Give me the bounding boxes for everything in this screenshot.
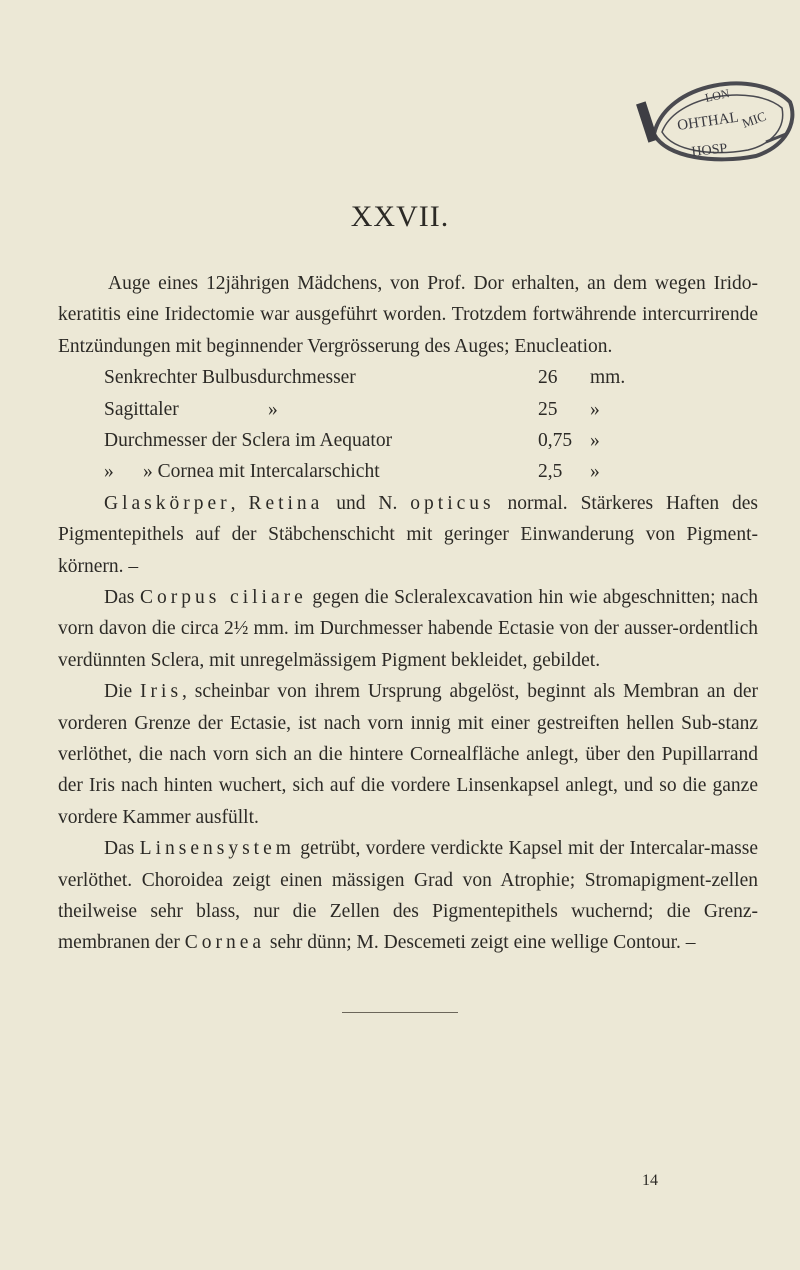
svg-text:LON: LON bbox=[703, 86, 731, 105]
paragraph-iris bbox=[58, 676, 758, 833]
page-number: 14 bbox=[642, 1172, 658, 1189]
text-fragment: und N. bbox=[323, 492, 411, 514]
measurement-label: Sagittaler bbox=[104, 398, 179, 420]
term-glaskoerper: Glaskörper bbox=[104, 492, 231, 514]
body-text bbox=[58, 268, 758, 959]
measurement-row bbox=[58, 362, 758, 393]
term-opticus: opticus bbox=[410, 492, 495, 514]
measurement-value: 25 bbox=[538, 398, 558, 420]
svg-text:OHTHAL: OHTHAL bbox=[676, 109, 740, 134]
measurement-unit: » bbox=[590, 461, 600, 483]
paragraph-linsensystem bbox=[58, 833, 758, 959]
text-fragment: Die bbox=[104, 681, 141, 703]
measurement-label: Durchmesser der Sclera im Aequator bbox=[104, 430, 393, 451]
measurement-row bbox=[58, 394, 758, 425]
text-fragment: gegen die Scleralexcavation hin wie abgeschnitten; nach vorn davon die circa 2½ mm. im Durchmesser habende Ectasie von der ausser-ordentlich verdünnten Sclera, mit unregelmässigem Pigment bekleidet, gebildet. bbox=[58, 587, 758, 671]
term-linsensystem: Linsensystem bbox=[139, 838, 295, 860]
text-fragment: Das bbox=[104, 587, 141, 608]
svg-text:MIC: MIC bbox=[739, 108, 769, 131]
paragraph-glaskoerper bbox=[58, 488, 758, 582]
measurement-ditto: » bbox=[268, 398, 278, 420]
stamp-icon bbox=[636, 72, 798, 164]
measurement-value: 2,5 bbox=[538, 461, 563, 483]
measurement-unit: mm. bbox=[590, 367, 626, 389]
measurement-unit: » bbox=[590, 398, 600, 420]
term-iris: Iris bbox=[140, 681, 183, 703]
measurement-unit: » bbox=[590, 430, 600, 451]
library-stamp bbox=[636, 72, 798, 164]
term-cornea: Cornea bbox=[184, 932, 266, 954]
text-fragment: getrübt, vordere verdickte Kapsel mit der Intercalar-masse verlöthet. Choroidea zeigt einen mässigen Grad von Atrophie; Stromapigment-zellen theilweise sehr blass, nur die Zellen des Pigmentepithels wuchernd; die Grenz-membranen der bbox=[58, 838, 758, 954]
text-fragment: , bbox=[230, 492, 249, 514]
paragraph-corpus-ciliare bbox=[58, 582, 758, 676]
term-retina: Retina bbox=[248, 492, 324, 514]
measurement-row bbox=[58, 456, 758, 487]
measurement-row bbox=[58, 425, 758, 456]
text-fragment: , scheinbar von ihrem Ursprung abgelöst, beginnt als Membran an der vorderen Grenze der Ectasie, ist nach vorn innig mit einer gestreiften hellen Sub-stanz verlöthet, die nach vorn sich an die hintere Cornealfläche anlegt, über den Pupillarrand der Iris nach hinten wuchert, sich auf die vordere Linsenkapsel anlegt, und so die ganze vordere Kammer ausfüllt. bbox=[58, 681, 759, 828]
term-corpus-ciliare: Corpus ciliare bbox=[140, 587, 307, 608]
section-divider bbox=[342, 1012, 458, 1013]
text-fragment: sehr dünn; M. Descemeti zeigt eine wellige Contour. – bbox=[265, 932, 696, 954]
page-heading: XXVII. bbox=[350, 200, 450, 233]
text-fragment: normal. Stärkeres Haften des Pigmentepithels auf der Stäbchenschicht mit geringer Einwanderung von Pigment-körnern. – bbox=[58, 492, 758, 577]
svg-text:HOSP: HOSP bbox=[690, 141, 729, 160]
measurement-value: 0,75 bbox=[538, 430, 573, 451]
measurement-label: » » Cornea mit Intercalarschicht bbox=[104, 461, 380, 483]
measurement-value: 26 bbox=[538, 367, 558, 389]
paragraph-intro: Auge eines 12jährigen Mädchens, von Prof. Dor erhalten, an dem wegen Irido-keratitis eine Iridectomie war ausgeführt worden. Trotzdem fortwährende intercurrirende Entzündungen mit beginnender Vergrösserung des Auges; Enucleation. bbox=[58, 273, 758, 357]
measurement-label: Senkrechter Bulbusdurchmesser bbox=[104, 367, 356, 389]
text-fragment: Das bbox=[104, 838, 140, 860]
